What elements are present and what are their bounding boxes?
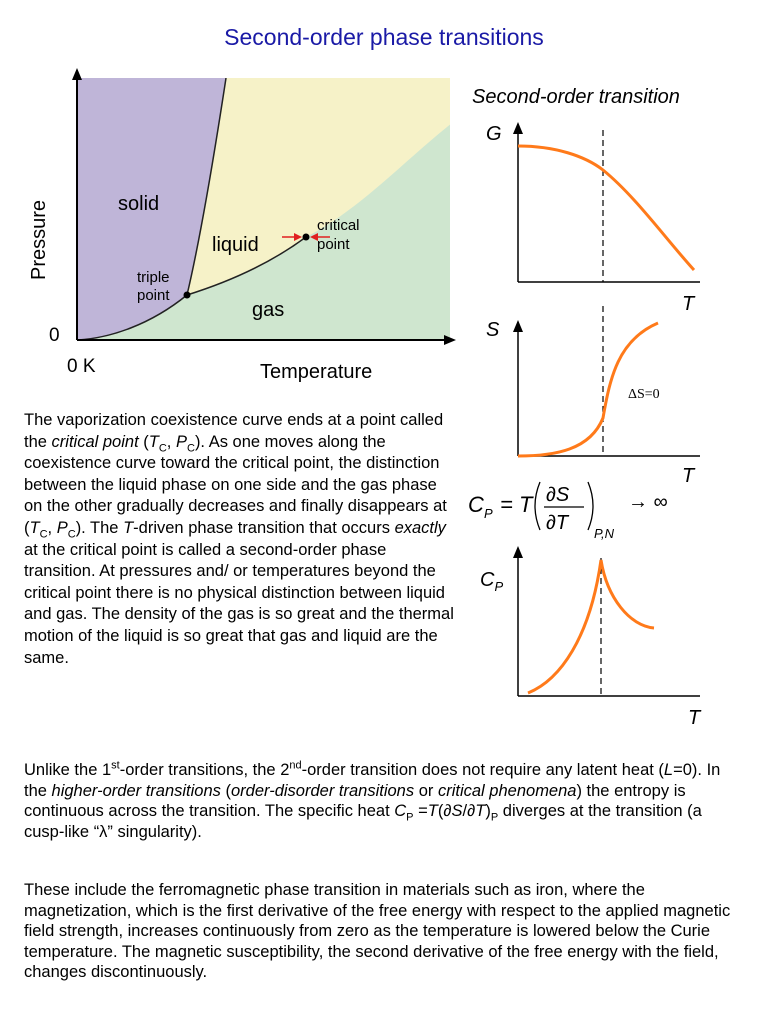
svg-text:→ ∞: → ∞	[628, 491, 668, 513]
pressure-label: Pressure	[28, 199, 50, 280]
temperature-label: Temperature	[260, 361, 373, 383]
second-order-graphs	[460, 78, 760, 738]
page-title: Second-order phase transitions	[224, 24, 544, 50]
g-curve	[518, 146, 694, 270]
s-axis-label: S	[486, 319, 500, 341]
triple-point-label-1: triple	[137, 269, 170, 286]
svg-text:∂T: ∂T	[546, 512, 569, 534]
phase-diagram	[0, 60, 460, 400]
critical-point-marker	[303, 234, 310, 241]
g-axis-label: G	[486, 123, 502, 145]
s-t-label: T	[682, 465, 695, 487]
svg-text:P,N: P,N	[594, 526, 614, 541]
cp-t-label: T	[688, 707, 701, 729]
cp-curve	[528, 560, 654, 693]
critical-point-label-2: point	[317, 236, 350, 253]
triple-point-label-2: point	[137, 287, 170, 304]
critical-point-label-1: critical	[317, 217, 360, 234]
gas-label: gas	[252, 299, 285, 321]
s-note: ΔS=0	[628, 387, 660, 402]
origin-x-label: 0 K	[67, 356, 96, 377]
critical-point-paragraph: The vaporization coexistence curve ends at a point called the critical point ($T_C$, $P_C$). As one moves along the coexistence curve toward the critical point, the distinction between the liquid phase on one side and the gas phase on the other gradually decreases and finally disappears at ($T_C$, $P_C$). The T-driven phase transition that occurs exactly at the critical point is called a second-order phase transition. At pressures and/ or temperatures beyond the critical point there is no physical distinction between liquid and gas. The density of the gas is so great and the thermal motion of the liquid is so great that gas and liquid are the same.	[24, 411, 454, 667]
ferromagnetic-paragraph: These include the ferromagnetic phase transition in materials such as iron, where the magnetization, which is the first derivative of the free energy with respect to the applied magnetic field strength, increases continuously from zero as the temperature is lowered below the Curie temperature. The magnetic susceptibility, the second derivative of the free energy with the field, changes discontinuously.	[24, 881, 731, 981]
origin-y-label: 0	[49, 325, 60, 346]
svg-text:P: P	[484, 506, 493, 521]
svg-text:= T: = T	[500, 492, 533, 517]
g-t-label: T	[682, 293, 695, 315]
svg-text:∂S: ∂S	[546, 484, 570, 506]
cp-formula	[468, 482, 668, 541]
solid-label: solid	[118, 193, 160, 215]
svg-text:C: C	[468, 492, 484, 517]
liquid-label: liquid	[212, 234, 259, 256]
latent-heat-paragraph: Unlike the 1st-order transitions, the 2nd-order transition does not require any latent heat (L=0). In the higher-order transitions (order-disorder transitions or critical phenomena) the entropy is continuous across the transition. The specific heat $C_P =T(\partial S/\partial T)_P$ diverges at the transition (a cusp-like “λ” singularity).	[24, 759, 721, 841]
cp-axis-label: $C_P$	[480, 569, 504, 594]
graphs-heading: Second-order transition	[472, 86, 680, 108]
triple-point-marker	[184, 292, 191, 299]
